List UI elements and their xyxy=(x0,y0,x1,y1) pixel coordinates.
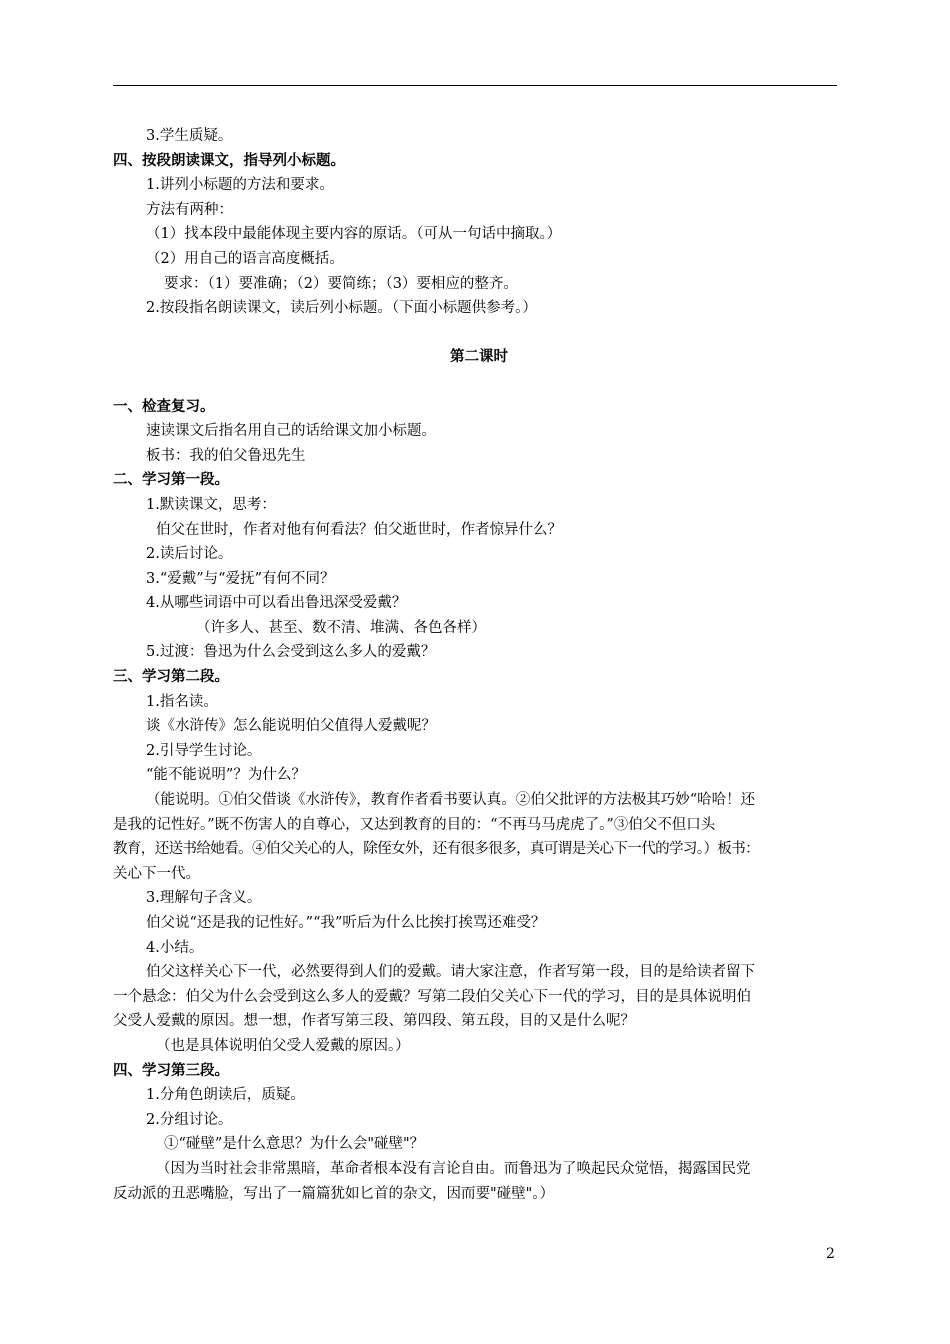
text-line: 1.讲列小标题的方法和要求。 xyxy=(146,177,334,194)
text-line: 一个悬念：伯父为什么会受到这么多人的爱戴？写第二段伯父关心下一代的学习，目的是具体说明伯 xyxy=(113,988,751,1005)
text-line: 1.指名读。 xyxy=(146,693,218,710)
text-line: （也是具体说明伯父受人爱戴的原因。） xyxy=(156,1037,410,1054)
text-line: 3.学生质疑。 xyxy=(146,128,233,144)
text-line: 伯父这样关心下一代，必然要得到人们的爱戴。请大家注意，作者写第一段，目的是给读者留下 xyxy=(146,964,755,981)
text-line: 1.默读课文，思考： xyxy=(146,496,276,513)
text-line: “能不能说明”？为什么？ xyxy=(146,767,306,784)
text-line: 3.理解句子含义。 xyxy=(146,890,262,907)
text-line: （能说明。①伯父借谈《水浒传》，教育作者看书要认真。②伯父批评的方法极其巧妙“哈哈！还 xyxy=(146,792,756,809)
text-line: 3.“爱戴”与“爱抚”有何不同？ xyxy=(146,570,335,587)
section-heading: 三、学习第二段。 xyxy=(113,668,229,686)
text-line: 谈《水浒传》怎么能说明伯父值得人爱戴呢？ xyxy=(146,718,436,735)
text-line: 5.过渡：鲁迅为什么会受到这么多人的爱戴？ xyxy=(146,644,436,661)
text-line: （因为当时社会非常黑暗，革命者根本没有言论自由。而鲁迅为了唤起民众觉悟，揭露国民党 xyxy=(156,1160,751,1177)
text-line: （2）用自己的语言高度概括。 xyxy=(146,250,344,267)
text-line: 2.引导学生讨论。 xyxy=(146,742,262,759)
text-line: 2.读后讨论。 xyxy=(146,546,233,563)
text-line: 板书：我的伯父鲁迅先生 xyxy=(146,447,306,464)
text-line: （1）找本段中最能体现主要内容的原话。（可从一句话中摘取。） xyxy=(146,226,562,243)
text-line: 4.从哪些词语中可以看出鲁迅深受爱戴？ xyxy=(146,595,407,612)
text-line: 2.按段指名朗读课文，读后列小标题。（下面小标题供参考。） xyxy=(146,300,537,317)
section-heading: 四、按段朗读课文，指导列小标题。 xyxy=(113,151,345,169)
page-number: 2 xyxy=(826,1246,835,1262)
text-line: 4.小结。 xyxy=(146,939,204,956)
lesson-title: 第二课时 xyxy=(450,348,508,366)
text-line: 伯父说“还是我的记性好。”“我”听后为什么比挨打挨骂还难受？ xyxy=(146,915,546,931)
text-line: ①“碰壁”是什么意思？为什么会"碰壁"？ xyxy=(164,1136,425,1153)
text-line: 速读课文后指名用自己的话给课文加小标题。 xyxy=(146,423,436,440)
text-line: 父受人爱戴的原因。想一想，作者写第三段、第四段、第五段，目的又是什么呢？ xyxy=(113,1013,635,1030)
text-line: 教育，还送书给她看。④伯父关心的人，除侄女外，还有很多很多，真可谓是关心下一代的学习。）板书： xyxy=(113,841,760,858)
section-heading: 四、学习第三段。 xyxy=(113,1061,229,1079)
text-line: 1.分角色朗读后，质疑。 xyxy=(146,1087,305,1104)
document-body xyxy=(113,124,845,1206)
section-heading: 一、检查复习。 xyxy=(113,397,215,415)
header-rule xyxy=(113,85,837,86)
text-line: 反动派的丑恶嘴脸，写出了一篇篇犹如匕首的杂文，因而要"碰壁"。） xyxy=(113,1185,555,1202)
text-line: 关心下一代。 xyxy=(113,865,200,882)
text-line: 伯父在世时，作者对他有何看法？伯父逝世时，作者惊异什么？ xyxy=(156,521,562,538)
text-line: （许多人、甚至、数不清、堆满、各色各样） xyxy=(196,619,486,636)
text-line: 方法有两种： xyxy=(146,201,233,218)
spacer xyxy=(113,370,845,395)
text-line: 要求：（1）要准确；（2）要简练；（3）要相应的整齐。 xyxy=(164,275,518,292)
section-heading: 二、学习第一段。 xyxy=(113,471,229,489)
spacer xyxy=(113,321,845,346)
text-line: 是我的记性好。”既不伤害人的自尊心，又达到教育的目的：“不再马马虎虎了。”③伯父不但口头 xyxy=(113,816,716,833)
text-line: 2.分组讨论。 xyxy=(146,1111,233,1128)
